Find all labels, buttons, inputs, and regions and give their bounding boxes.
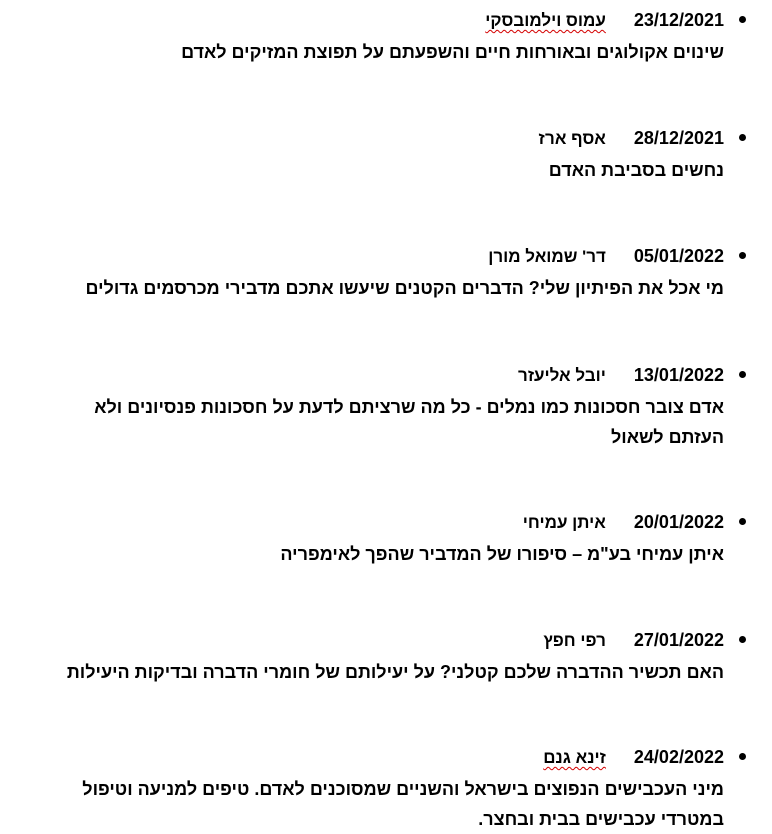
entry-speaker: עמוס וילמובסקי xyxy=(485,11,606,30)
entry-date: 23/12/2021 xyxy=(633,10,724,30)
entry-date: 24/02/2022 xyxy=(633,747,724,767)
entry-header xyxy=(40,363,724,388)
entry-speaker: איתן עמיחי xyxy=(522,513,606,532)
entry-content xyxy=(40,126,724,185)
list-item xyxy=(40,126,744,185)
entry-date: 27/01/2022 xyxy=(633,630,724,650)
bullet-icon xyxy=(739,16,746,23)
bullet-icon xyxy=(739,753,746,760)
entry-date: 20/01/2022 xyxy=(633,512,724,532)
list-item xyxy=(40,745,744,834)
list-item xyxy=(40,363,744,452)
entry-topic: מי אכל את הפיתיון שלי? הדברים הקטנים שיעשו אתכם מדבירי מכרסמים גדולים xyxy=(85,278,724,298)
bullet-icon xyxy=(739,371,746,378)
entry-content xyxy=(40,363,724,452)
bullet-icon xyxy=(739,252,746,259)
entry-topic: שינוים אקולוגים ובאורחות חיים והשפעתם על תפוצת המזיקים לאדם xyxy=(181,42,724,62)
entry-header xyxy=(40,126,724,151)
entry-topic: איתן עמיחי בע"מ – סיפורו של המדביר שהפך לאימפריה xyxy=(280,544,724,564)
entry-date: 13/01/2022 xyxy=(633,365,724,385)
bullet-icon xyxy=(739,636,746,643)
entry-speaker: זינא גנם xyxy=(543,748,606,767)
entry-topic: מיני העכבישים הנפוצים בישראל והשניים שמסוכנים לאדם. טיפים למניעה וטיפול במטרדי עכבישים בבית ובחצר. xyxy=(82,779,724,829)
bullet-icon xyxy=(739,134,746,141)
list-item xyxy=(40,628,744,687)
entry-date: 05/01/2022 xyxy=(633,246,724,266)
list-item xyxy=(40,510,744,569)
entry-topic: אדם צובר חסכונות כמו נמלים - כל מה שרציתם לדעת על חסכונות פנסיונים ולא העזתם לשאול xyxy=(94,397,724,447)
list-item xyxy=(40,8,744,67)
entry-speaker: דר' שמואל מורן xyxy=(488,247,606,266)
bullet-icon xyxy=(739,518,746,525)
entry-content xyxy=(40,628,724,687)
entry-content xyxy=(40,745,724,834)
entry-topic: נחשים בסביבת האדם xyxy=(548,160,724,180)
entry-header xyxy=(40,745,724,770)
entry-speaker: אסף ארז xyxy=(538,129,606,148)
entry-speaker: רפי חפץ xyxy=(543,631,606,650)
entry-header xyxy=(40,8,724,33)
list-item xyxy=(40,244,744,303)
entry-header xyxy=(40,244,724,269)
entry-speaker: יובל אליעזר xyxy=(518,366,606,385)
entry-content xyxy=(40,8,724,67)
entry-header xyxy=(40,510,724,535)
entry-content xyxy=(40,510,724,569)
entry-date: 28/12/2021 xyxy=(633,128,724,148)
entry-header xyxy=(40,628,724,653)
entry-content xyxy=(40,244,724,303)
entry-topic: האם תכשיר ההדברה שלכם קטלני? על יעילותם של חומרי הדברה ובדיקות היעילות xyxy=(66,662,724,682)
